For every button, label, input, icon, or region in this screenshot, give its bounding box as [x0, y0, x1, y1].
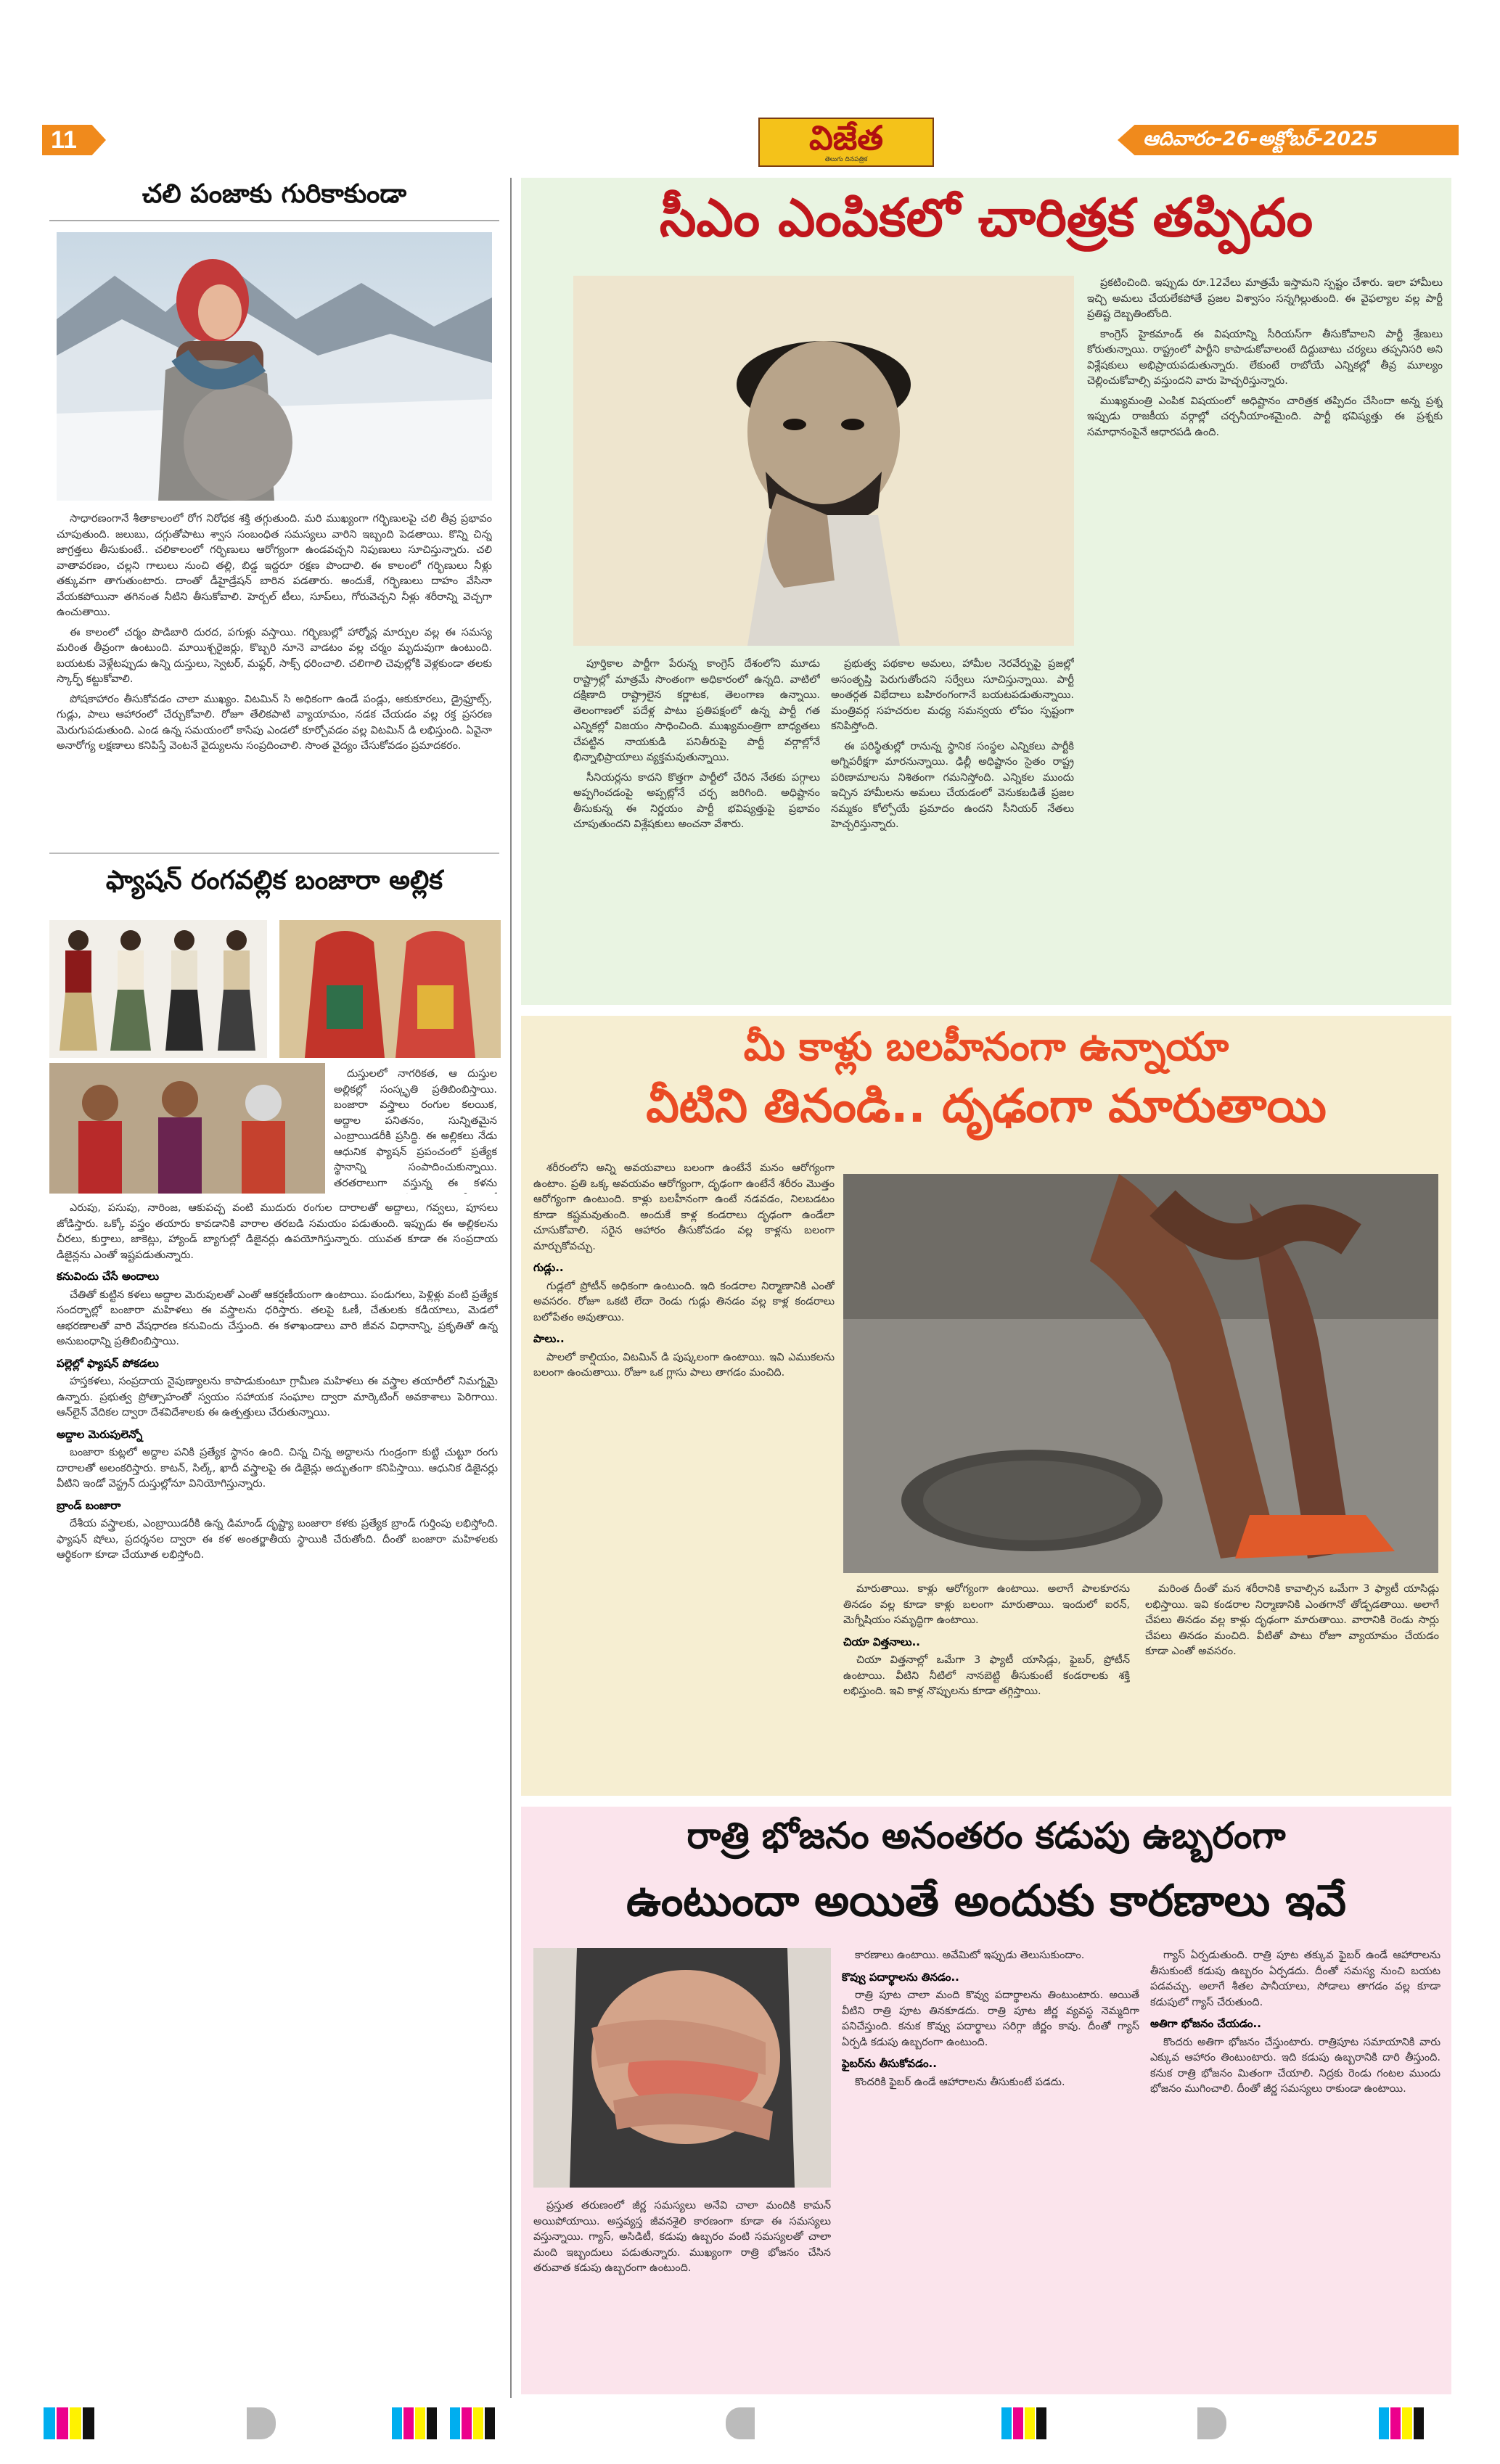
registration-swatch	[462, 2407, 472, 2439]
cm-paragraph: కాంగ్రెస్ హైకమాండ్ ఈ విషయాన్ని సీరియస్‌గా తీసుకోవాలని పార్టీ శ్రేణులు కోరుతున్నాయి. రాష్ట్రంలో పార్టీని కాపాడుకోవాలంటే దిద్దుబాటు చర్యలు తప్పనిసరి అని విశ్లేషకులు అభిప్రాయపడుతున్నారు. లేకుంటే రాబోయే ఎన్నికల్లో తీవ్ర మూల్యం చెల్లించుకోవాల్సి వస్తుందని వారు హెచ్చరిస్తున్నారు.	[1087, 328, 1443, 387]
registration-swatch	[1036, 2407, 1046, 2439]
cm-paragraph: ముఖ్యమంత్రి ఎంపిక విషయంలో అధిష్టానం చారిత్రక తప్పిదం చేసిందా అన్న ప్రశ్న ఇప్పుడు రాజకీయ వర్గాల్లో చర్చనీయాంశమైంది. పార్టీ భవిష్యత్తు ఈ ప్రశ్నకు సమాధానంపైనే ఆధారపడి ఉంది.	[1087, 395, 1443, 438]
masthead	[0, 0, 1500, 167]
registration-swatch	[1025, 2407, 1035, 2439]
banjara-artisans-image	[49, 1063, 325, 1194]
stomach-subhead-overeating: అతిగా భోజనం చేయడం..	[1150, 2017, 1261, 2030]
fashion-intro-body	[334, 1067, 497, 1194]
stomach-paragraph: ప్రస్తుత తరుణంలో జీర్ణ సమస్యలు అనేవి చాలా మందికి కామన్ అయిపోయాయి. అస్తవ్యస్త జీవనశైలి కారణంగా కూడా ఈ సమస్యలు వస్తున్నాయి. గ్యాస్, అసిడిటీ, కడుపు ఉబ్బరం వంటి సమస్యలతో చాలా మంది ఇబ్బందులు పడుతున్నారు. ముఖ్యంగా రాత్రి భోజనం చేసిన తరువాత కడుపు ఉబ్బరంగా ఉంటుంది.	[533, 2200, 831, 2274]
fashion-paragraph: దేశీయ వస్త్రాలకు, ఎంబ్రాయిడరీకి ఉన్న డిమాండ్ దృష్ట్యా బంజారా కళకు ప్రత్యేక బ్రాండ్ గుర్తింపు లభిస్తోంది. ఫ్యాషన్ షోలు, ప్రదర్శనల ద్వారా ఈ కళ అంతర్జాతీయ స్థాయికి చేరుతోంది. దీంతో బంజారా మహిళలకు ఆర్థికంగా కూడా చేయూత లభిస్తోంది.	[57, 1518, 498, 1561]
stomach-subhead-fiber: ఫైబర్‌ను తీసుకోవడం..	[842, 2057, 937, 2070]
stomach-ache-image	[533, 1948, 831, 2188]
registration-swatch	[70, 2407, 81, 2439]
section-divider	[510, 178, 512, 2398]
registration-swatch	[1414, 2407, 1424, 2439]
legs-paragraph: గుడ్లలో ప్రోటీన్ అధికంగా ఉంటుంది. ఇది కండరాల నిర్మాణానికి ఎంతో అవసరం. రోజూ ఒకటి లేదా రెండు గుడ్లు తినడం వల్ల కాళ్ల కండరాలు బలోపేతం అవుతాయి.	[533, 1280, 835, 1323]
registration-swatch	[726, 2407, 755, 2439]
chief-minister-portrait	[573, 276, 1074, 646]
fashion-subhead-1: కనువిందు చేసే అందాలు	[57, 1270, 160, 1283]
cm-body-col2	[831, 657, 1074, 994]
fashion-models-image	[49, 920, 267, 1058]
legs-paragraph: శరీరంలోని అన్ని అవయవాలు బలంగా ఉంటేనే మనం ఆరోగ్యంగా ఉంటాం. ప్రతి ఒక్క అవయవం ఆరోగ్యంగా, దృఢంగా ఉంటేనే శరీరం మొత్తం ఆరోగ్యంగా ఉంటుంది. కాళ్లు బలహీనంగా ఉంటే నడవడం, నిలబడటం కూడా కష్టమవుతుంది. అందుకే కాళ్ల కండరాలు దృఢంగా ఉండేలా చూసుకోవాలి. సరైన ఆహారం తీసుకోవడం వల్ల కాళ్లను బలంగా మార్చుకోవచ్చు.	[533, 1162, 835, 1252]
registration-swatch	[44, 2407, 55, 2439]
cm-body-col1	[573, 657, 820, 994]
legs-paragraph: మరింత దీంతో మన శరీరానికి కావాల్సిన ఒమేగా 3 ఫ్యాటీ యాసిడ్లు లభిస్తాయి. ఇవి కండరాల నిర్మాణానికి ఎంతగానో తోడ్పడతాయి. అలాగే చేపలు తినడం వల్ల కాళ్లు దృఢంగా మారుతాయి. వారానికి రెండు సార్లు చేపలు తినడం మంచిది. వీటితో పాటు రోజూ వ్యాయామం చేయడం కూడా ఎంతో అవసరం.	[1145, 1583, 1439, 1657]
fashion-paragraph: హస్తకళలు, సంప్రదాయ నైపుణ్యాలను కాపాడుకుంటూ గ్రామీణ మహిళలు ఈ వస్త్రాల తయారీలో నిమగ్నమై ఉన్నారు. ప్రభుత్వ ప్రోత్సాహంతో స్వయం సహాయక సంఘాల ద్వారా మార్కెటింగ్ అవకాశాలు పెరిగాయి. ఆన్‌లైన్ వేదికల ద్వారా దేశవిదేశాలకు ఈ ఉత్పత్తులు చేరుతున్నాయి.	[57, 1376, 498, 1418]
cm-paragraph: ప్రభుత్వ పథకాల అమలు, హామీల నెరవేర్పుపై ప్రజల్లో అసంతృప్తి పెరుగుతోందని సర్వేలు సూచిస్తున్నాయి. పార్టీ అంతర్గత విభేదాలు బహిరంగంగానే బయటపడుతున్నాయి. మంత్రివర్గ సహచరుల మధ్య సమన్వయ లోపం స్పష్టంగా కనిపిస్తోంది.	[831, 658, 1074, 732]
page-number: 11	[51, 126, 77, 154]
stomach-paragraph: కొందరికి ఫైబర్ ఉండే ఆహారాలను తీసుకుంటే పడదు.	[855, 2076, 1065, 2088]
stomach-subhead-fat: కొవ్వు పదార్థాలను తినడం..	[842, 1970, 959, 1984]
legs-body-col4	[1145, 1582, 1439, 1789]
winter-body	[57, 512, 492, 845]
logo	[758, 118, 934, 167]
legs-paragraph: చియా విత్తనాల్లో ఒమేగా 3 ఫ్యాటీ యాసిడ్లు, ఫైబర్, ప్రోటీన్ ఉంటాయి. వీటిని నీటిలో నానబెట్టి తీసుకుంటే కండరాలకు శక్తి లభిస్తుంది. ఇవి కాళ్ల నొప్పులను కూడా తగ్గిస్తాయి.	[843, 1654, 1130, 1697]
registration-swatch	[403, 2407, 414, 2439]
legs-subhead-chia: చియా విత్తనాలు..	[843, 1635, 920, 1648]
registration-swatch	[83, 2407, 94, 2439]
registration-swatch	[1379, 2407, 1389, 2439]
stomach-title-line1: రాత్రి భోజనం అనంతరం కడుపు ఉబ్బరంగా	[687, 1815, 1286, 1857]
registration-swatch	[247, 2407, 276, 2439]
winter-article	[49, 178, 499, 221]
legs-title-line2: వీటిని తినండి.. దృఢంగా మారుతాయి	[646, 1080, 1327, 1133]
registration-swatch	[427, 2407, 437, 2439]
registration-swatch	[392, 2407, 402, 2439]
banjara-women-image	[279, 920, 501, 1058]
fashion-photo-banjara	[279, 920, 501, 1058]
stomach-paragraph: కారణాలు ఉంటాయి. అవేమిటో ఇప్పుడు తెలుసుకుందాం.	[855, 1950, 1085, 1961]
legs-title-line1: మీ కాళ్లు బలహీనంగా ఉన్నాయా	[743, 1024, 1229, 1069]
fashion-photo-artisans	[49, 1063, 325, 1194]
registration-swatch	[415, 2407, 425, 2439]
logo-tagline: తెలుగు దినపత్రిక	[824, 156, 868, 163]
logo-text: విజేత	[808, 118, 884, 157]
color-registration-bar	[0, 2407, 1500, 2444]
winter-paragraph: ఈ కాలంలో చర్మం పొడిబారి దురద, పగుళ్లు వస్తాయి. గర్భిణుల్లో హార్మోన్ల మార్పుల వల్ల ఈ సమస్య మరింత తీవ్రంగా ఉంటుంది. మాయిశ్చరైజర్లు, కొబ్బరి నూనె వాడటం వల్ల చర్మం మృదువుగా ఉంటుంది. బయటకు వెళ్లేటప్పుడు ఉన్ని దుస్తులు, స్వెటర్, మఫ్లర్, సాక్స్ ధరించాలి. చలిగాలి చెవుల్లోకి వెళ్లకుండా తలకు స్కార్ఫ్ కట్టుకోవాలి.	[57, 626, 492, 685]
legs-photo	[843, 1174, 1438, 1573]
cm-paragraph: ప్రకటించింది. ఇప్పుడు రూ.12వేలు మాత్రమే ఇస్తామని స్పష్టం చేశారు. ఇలా హామీలు ఇచ్చి అమలు చేయలేకపోతే ప్రజల విశ్వాసం సన్నగిల్లుతుంది. ఈ వైఫల్యాల వల్ల పార్టీ ప్రతిష్ట దెబ్బతింటోంది.	[1087, 277, 1443, 320]
winter-paragraph: సాధారణంగానే శీతాకాలంలో రోగ నిరోధక శక్తి తగ్గుతుంది. మరి ముఖ్యంగా గర్భిణులపై చలి తీవ్ర ప్రభావం చూపుతుంది. జలుబు, దగ్గుతోపాటు శ్వాస సంబంధిత సమస్యలు వారిని ఇబ్బంది పెడతాయి. కొన్ని చిన్న జాగ్రత్తలు తీసుకుంటే.. చలికాలంలో గర్భిణులు ఆరోగ్యంగా ఉండవచ్చని నిపుణులు సూచిస్తున్నారు. చలి వాతావరణం, చల్లని గాలులు నుంచి తల్లి, బిడ్డ ఇద్దరూ రక్షణ పొందాలి. ఈ కాలంలో గర్భిణులు నీళ్లు తక్కువగా తాగుతుంటారు. దాంతో డీహైడ్రేషన్ బారిన పడతారు. అందుకే, గర్భిణులు దాహం వేసినా వేయకపోయినా తగినంత నీటిని తీసుకోవాలి. హెర్బల్ టీలు, సూప్‌లు, గోరువెచ్చని నీళ్లు శరీరాన్ని వెచ్చగా ఉంచుతాయి.	[57, 513, 492, 618]
cm-paragraph: సీనియర్లను కాదని కొత్తగా పార్టీలో చేరిన నేతకు పగ్గాలు అప్పగించడంపై అప్పట్లోనే చర్చ జరిగింది. అధిష్టానం తీసుకున్న ఈ నిర్ణయం పార్టీ భవిష్యత్తుపై ప్రభావం చూపుతుందని విశ్లేషకులు అంచనా వేశారు.	[573, 771, 820, 830]
registration-swatch	[1001, 2407, 1012, 2439]
winter-photo	[57, 232, 492, 501]
stomach-paragraph: గ్యాస్ ఏర్పడుతుంది. రాత్రి పూట తక్కువ ఫైబర్ ఉండే ఆహారాలను తీసుకుంటే కడుపు ఉబ్బరం ఏర్పడదు. దీంతో సమస్య నుంచి బయట పడవచ్చు. అలాగే శీతల పానీయాలు, సోడాలు తాగడం వల్ల కూడా కడుపులో గ్యాస్ చేరుతుంది.	[1150, 1950, 1440, 2008]
fashion-paragraph: చేతితో కుట్టిన కళలు అద్దాల మెరుపులతో ఎంతో ఆకర్షణీయంగా ఉంటాయి. పండుగలు, పెళ్లిళ్లు వంటి ప్రత్యేక సందర్భాల్లో బంజారా మహిళలు ఈ వస్త్రాలను ధరిస్తారు. తలపై ఓణీ, చేతులకు కడియాలు, మెడలో ఆభరణాలతో వారి వేషధారణ కనువిందు చేస్తుంది. ఈ కళాఖండాలు వారి జీవన విధానాన్ని, ప్రకృతితో ఉన్న అనుబంధాన్ని ప్రతిబింబిస్తాయి.	[57, 1289, 498, 1347]
registration-swatch	[57, 2407, 68, 2439]
legs-subhead-milk: పాలు..	[533, 1332, 565, 1345]
fashion-paragraph: ఎరుపు, పసుపు, నారింజ, ఆకుపచ్చ వంటి ముదురు రంగుల దారాలతో అద్దాలు, గవ్వలు, పూసలు జోడిస్తారు. ఒక్కో వస్త్రం తయారు కావడానికి వారాల తరబడి సమయం పడుతుంది. ఇప్పుడు ఈ అల్లికలను చీరలు, కుర్తాలు, జాకెట్లు, హ్యాండ్ బ్యాగుల్లో డిజైనర్లు ఉపయోగిస్తున్నారు. యువత కూడా ఈ సంప్రదాయ డిజైన్లను ఎంతో ఇష్టపడుతున్నారు.	[57, 1202, 498, 1261]
registration-swatch	[485, 2407, 495, 2439]
cm-photo	[573, 276, 1074, 646]
stomach-photo	[533, 1948, 831, 2188]
fashion-photo-models	[49, 920, 267, 1058]
stomach-body-col1	[533, 2198, 831, 2391]
runner-tying-shoe-image	[843, 1174, 1438, 1573]
cm-body-col3	[1087, 276, 1443, 994]
cm-article-title: సీఎం ఎంపికలో చారిత్రక తప్పిదం	[659, 187, 1313, 248]
winter-title: చలి పంజాకు గురికాకుండా	[49, 178, 499, 221]
stomach-title-line2: ఉంటుందా అయితే అందుకు కారణాలు ఇవే	[626, 1876, 1346, 1926]
issue-date: ఆదివారం-26-అక్టోబర్-2025	[1143, 128, 1378, 150]
winter-paragraph: పోషకాహారం తీసుకోవడం చాలా ముఖ్యం. విటమిన్ సి అధికంగా ఉండే పండ్లు, ఆకుకూరలు, డ్రైఫ్రూట్స్, గుడ్లు, పాలు ఆహారంలో చేర్చుకోవాలి. రోజూ తేలికపాటి వ్యాయామం, నడక చేయడం వల్ల రక్త ప్రసరణ మెరుగుపడుతుంది. ఎండ ఉన్న సమయంలో కాసేపు ఎండలో కూర్చోవడం వల్ల విటమిన్ డి లభిస్తుంది. ఏవైనా అనారోగ్య లక్షణాలు కనిపిస్తే వెంటనే వైద్యులను సంప్రదించాలి. సొంత వైద్యం చేసుకోవడం ప్రమాదకరం.	[57, 693, 492, 752]
cm-paragraph: పూర్తికాల పార్టీగా పేరున్న కాంగ్రెస్ దేశంలోని మూడు రాష్ట్రాల్లో మాత్రమే సొంతంగా అధికారంలో ఉన్నది. వాటిలో దక్షిణాది రాష్ట్రాలైన కర్ణాటక, తెలంగాణ ఉన్నాయి. తెలంగాణలో పదేళ్ల పాటు ప్రతిపక్షంలో ఉన్న పార్టీ గత ఎన్నికల్లో విజయం సాధించింది. ముఖ్యమంత్రిగా బాధ్యతలు చేపట్టిన నాయకుడి పనితీరుపై పార్టీ వర్గాల్లోనే భిన్నాభిప్రాయాలు వ్యక్తమవుతున్నాయి.	[573, 658, 820, 763]
pregnant-woman-snow-image	[57, 232, 492, 501]
legs-paragraph: పాలలో కాల్షియం, విటమిన్ డి పుష్కలంగా ఉంటాయి. ఇవి ఎముకలను బలంగా ఉంచుతాయి. రోజూ ఒక గ్లాసు పాలు తాగడం మంచిది.	[533, 1351, 835, 1379]
fashion-body	[57, 1201, 498, 2391]
fashion-subhead-2: పల్లెల్లో ఫ్యాషన్ పోకడలు	[57, 1356, 159, 1370]
legs-paragraph: మారుతాయి. కాళ్లు ఆరోగ్యంగా ఉంటాయి. అలాగే పాలకూరను తినడం వల్ల కూడా కాళ్లు బలంగా మారుతాయి. ఇందులో ఐరన్, మెగ్నీషియం సమృద్ధిగా ఉంటాయి.	[843, 1583, 1130, 1626]
fashion-title: ఫ్యాషన్ రంగవల్లిక బంజారా అల్లిక	[105, 866, 443, 895]
cm-paragraph: ఈ పరిస్థితుల్లో రానున్న స్థానిక సంస్థల ఎన్నికలు పార్టీకి అగ్నిపరీక్షగా మారనున్నాయి. ఢిల్లీ అధిష్టానం సైతం రాష్ట్ర పరిణామాలను నిశితంగా గమనిస్తోంది. ఎన్నికల ముందు ఇచ్చిన హామీలను అమలు చేయడంలో వెనుకబడితే ప్రజల నమ్మకం కోల్పోయే ప్రమాదం ఉందని సీనియర్ నేతలు హెచ్చరిస్తున్నారు.	[831, 740, 1074, 830]
registration-swatch	[473, 2407, 483, 2439]
registration-swatch	[1390, 2407, 1401, 2439]
legs-body-col3	[843, 1582, 1130, 1789]
registration-swatch	[1013, 2407, 1023, 2439]
fashion-paragraph: బంజారా కుట్లలో అద్దాల పనికి ప్రత్యేక స్థానం ఉంది. చిన్న చిన్న అద్దాలను గుండ్రంగా కుట్టి చుట్టూ రంగు దారాలతో అలంకరిస్తారు. కాటన్, సిల్క్, ఖాదీ వస్త్రాలపై ఈ డిజైన్లు అద్భుతంగా కనిపిస్తాయి. ఆధునిక డిజైనర్లు వీటిని ఇండో వెస్ట్రన్ దుస్తుల్లోనూ వినియోగిస్తున్నారు.	[57, 1447, 498, 1490]
stomach-paragraph: రాత్రి పూట చాలా మంది కొవ్వు పదార్థాలను తింటుంటారు. అయితే వీటిని రాత్రి పూట తినకూడదు. రాత్రి పూట జీర్ణ వ్యవస్థ నెమ్మదిగా పనిచేస్తుంది. కనుక కొవ్వు పదార్థాలు సరిగ్గా జీర్ణం కావు. దీంతో గ్యాస్ ఏర్పడి కడుపు ఉబ్బరంగా ఉంటుంది.	[842, 1989, 1139, 2048]
registration-swatch	[450, 2407, 460, 2439]
fashion-subhead-4: బ్రాండ్ బంజారా	[57, 1498, 121, 1512]
registration-swatch	[1197, 2407, 1226, 2439]
legs-subhead-eggs: గుడ్లు..	[533, 1261, 564, 1274]
stomach-body-col2	[842, 1948, 1139, 2391]
winter-divider	[49, 853, 499, 854]
fashion-subhead-3: అద్దాల మెరుపులెన్నో	[57, 1427, 143, 1441]
fashion-paragraph: దుస్తులలో నాగరికత, ఆ దుస్తుల అల్లికల్లో సంస్కృతి ప్రతిబింబిస్తాయి. బంజారా వస్త్రాలు రంగుల కలయిక, అద్దాల పనితనం, సున్నితమైన ఎంబ్రాయిడరీకి ప్రసిద్ధి. ఈ అల్లికలు నేడు ఆధునిక ఫ్యాషన్ ప్రపంచంలో ప్రత్యేక స్థానాన్ని సంపాదించుకున్నాయి. తరతరాలుగా వస్తున్న ఈ కళను	[334, 1068, 497, 1189]
registration-swatch	[1402, 2407, 1412, 2439]
stomach-body-col3	[1150, 1948, 1440, 2391]
stomach-paragraph: కొందరు అతిగా భోజనం చేస్తుంటారు. రాత్రిపూట సమాయానికి వారు ఎక్కువ ఆహారం తింటుంటారు. ఇది కడుపు ఉబ్బరానికి దారి తీస్తుంది. కనుక రాత్రి భోజనం మితంగా చేయాలి. నిద్రకు రెండు గంటల ముందు భోజనం ముగించాలి. దీంతో జీర్ణ సమస్యలు రాకుండా ఉంటాయి.	[1150, 2036, 1440, 2095]
legs-body-col1	[533, 1161, 835, 1785]
